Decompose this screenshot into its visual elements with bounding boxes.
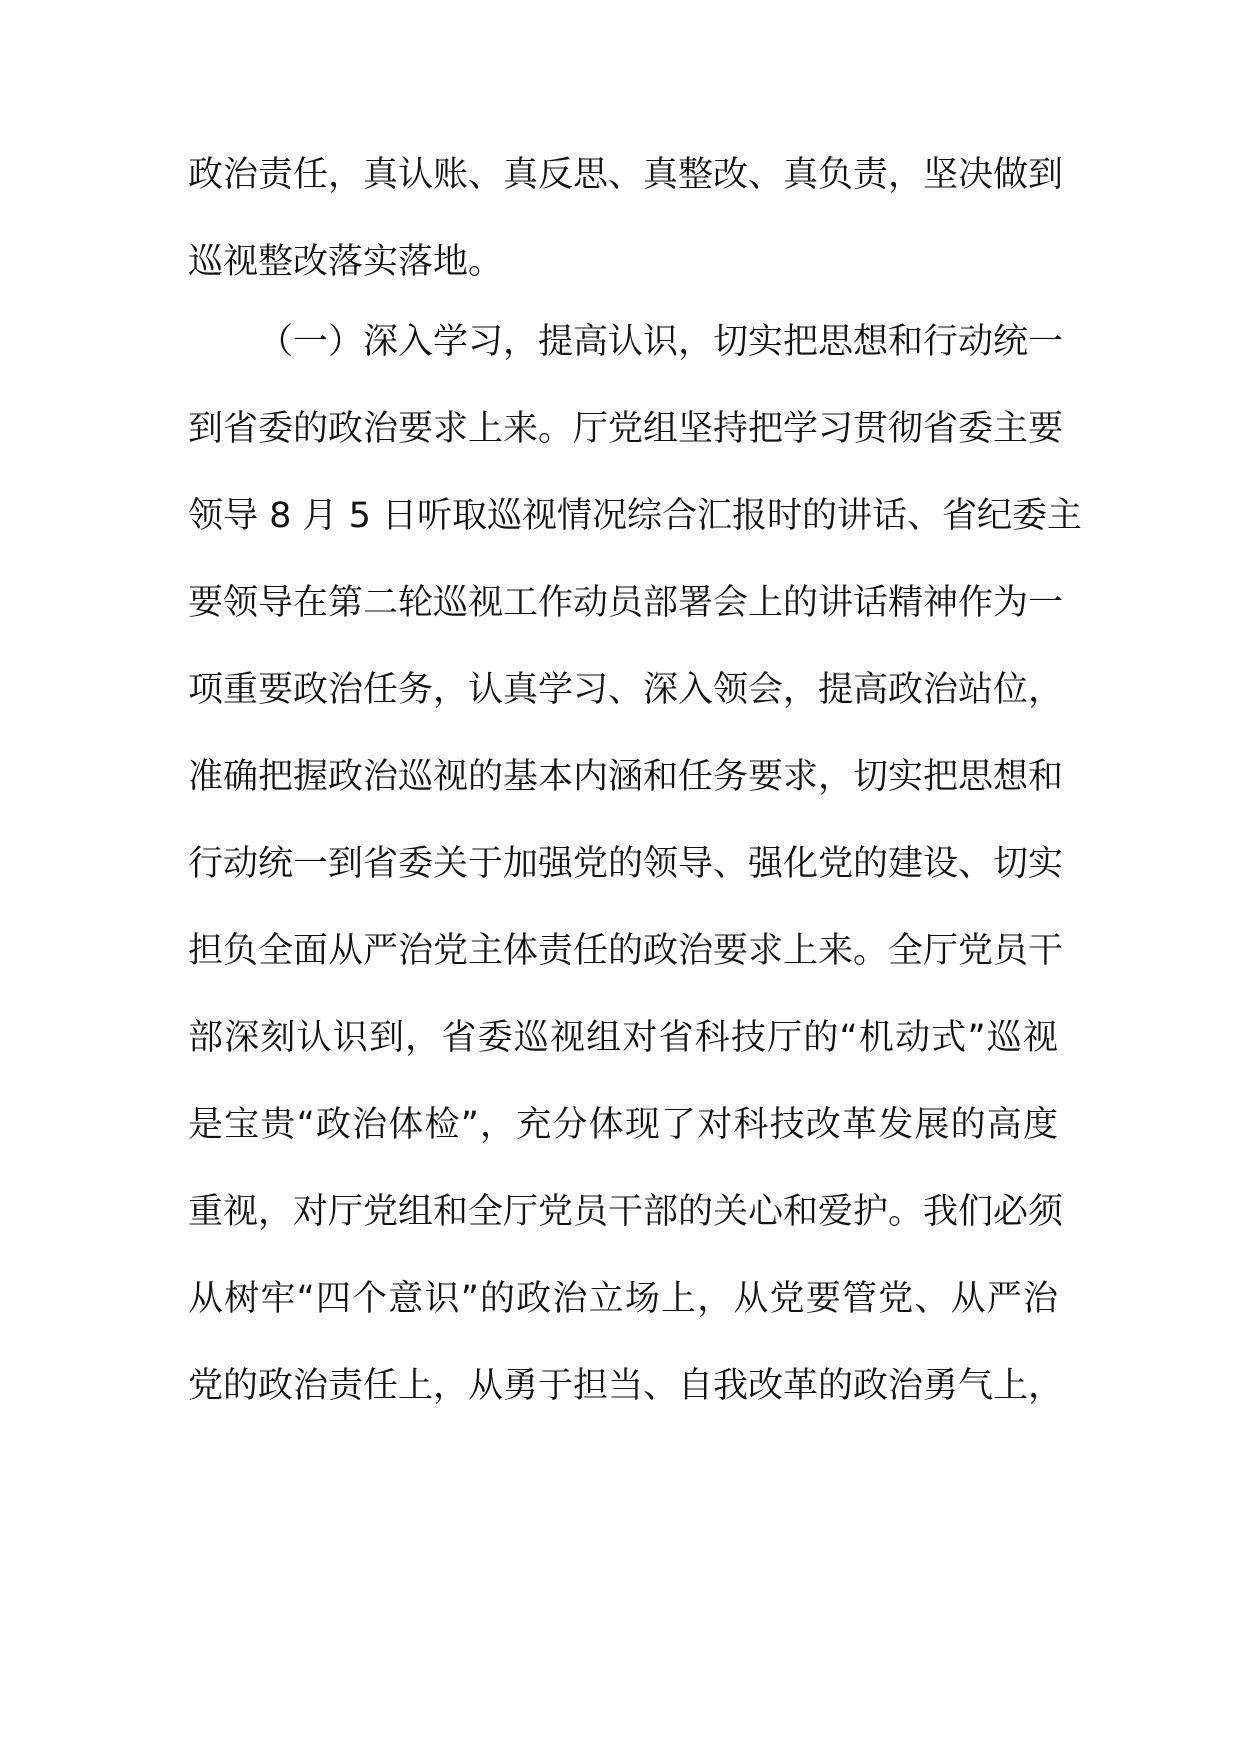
text-line: 到省委的政治要求上来。厅党组坚持把学习贯彻省委主要 [188, 409, 1064, 449]
text-line: 担负全面从严治党主体责任的政治要求上来。全厅党员干 [188, 931, 1064, 971]
paragraph-heading-line: （一）深入学习，提高认识，切实把思想和行动统一 [258, 322, 1064, 362]
text-line: 从树牢“四个意识”的政治立场上，从党要管党、从严治 [188, 1279, 1058, 1319]
text-line: 行动统一到省委关于加强党的领导、强化党的建设、切实 [188, 844, 1064, 884]
text-line: 重视，对厅党组和全厅党员干部的关心和爱护。我们必须 [188, 1192, 1064, 1232]
text-line: 要领导在第二轮巡视工作动员部署会上的讲话精神作为一 [188, 583, 1064, 623]
text-line: 部深刻认识到，省委巡视组对省科技厅的“机动式”巡视 [188, 1018, 1058, 1058]
text-line: 巡视整改落实落地。 [188, 242, 504, 282]
text-line: 领导 8 月 5 日听取巡视情况综合汇报时的讲话、省纪委主 [188, 496, 1083, 536]
text-line: 政治责任，真认账、真反思、真整改、真负责，坚决做到 [188, 155, 1064, 195]
text-line: 党的政治责任上，从勇于担当、自我改革的政治勇气上， [188, 1366, 1064, 1406]
text-line: 是宝贵“政治体检”，充分体现了对科技改革发展的高度 [188, 1105, 1058, 1145]
text-line: 准确把握政治巡视的基本内涵和任务要求，切实把思想和 [188, 757, 1064, 797]
text-line: 项重要政治任务，认真学习、深入领会，提高政治站位， [188, 670, 1064, 710]
